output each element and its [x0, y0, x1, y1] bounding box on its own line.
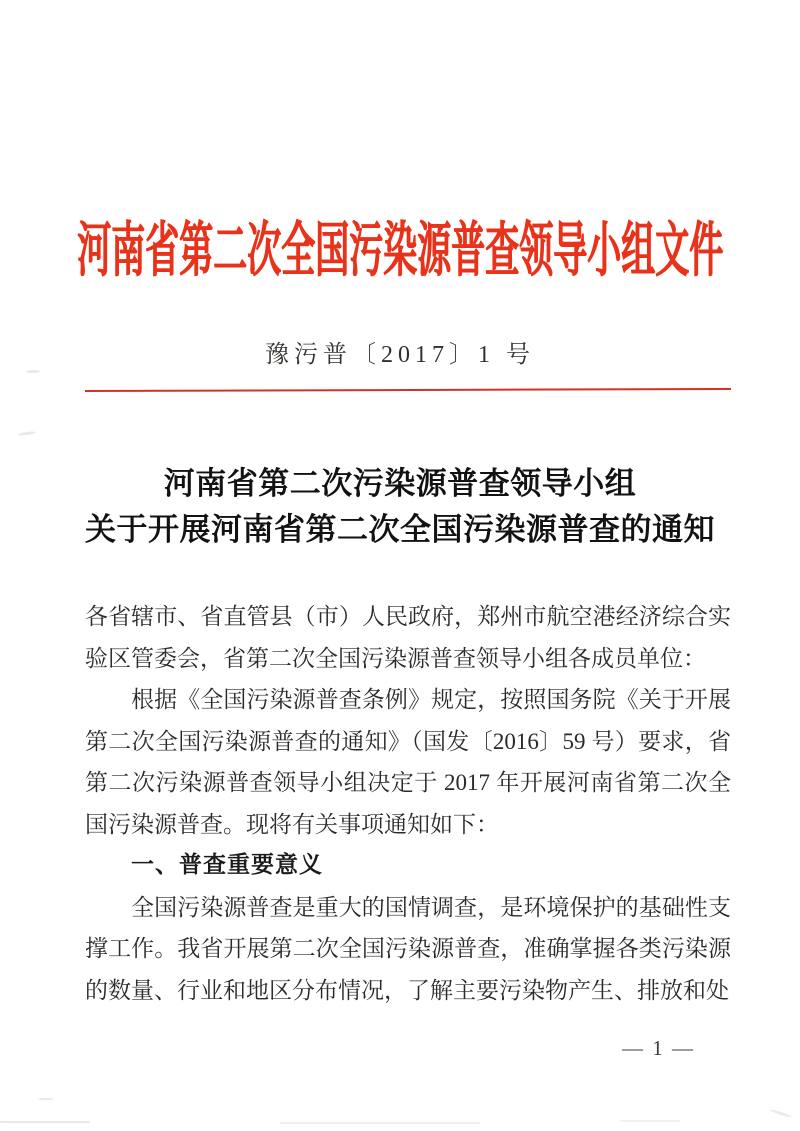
section-heading-importance: 一、普查重要意义 — [131, 852, 323, 878]
scan-artifact — [770, 1109, 792, 1119]
notice-title — [0, 461, 800, 553]
salutation-paragraph: 各省辖市、省直管县（市）人民政府，郑州市航空港经济综合实验区管委会，省第二次全国污染源普查领导小组各成员单位： — [85, 604, 731, 671]
scan-artifact — [0, 1121, 90, 1123]
page-number: — 1 — — [622, 1036, 695, 1060]
scan-artifact — [26, 370, 40, 373]
document-body — [85, 596, 731, 1011]
body-paragraph-significance: 全国污染源普查是重大的国情调查，是环境保护的基础性支撑工作。我省开展第二次全国污染源普查，准确掌握各类污染源的数量、行业和地区分布情况，了解主要污染物产生、排放和处 — [85, 894, 731, 1003]
scan-artifact — [280, 1122, 480, 1124]
notice-title-line1: 河南省第二次污染源普查领导小组 — [163, 466, 637, 501]
notice-title-line2: 关于开展河南省第二次全国污染源普查的通知 — [85, 512, 715, 547]
scan-artifact — [38, 1098, 54, 1100]
body-paragraph-basis: 根据《全国污染源普查条例》规定，按照国务院《关于开展第二次全国污染源普查的通知》（国发〔2016〕59 号）要求，省第二次污染源普查领导小组决定于 2017 年开展河南省第二次全国污染源普查。现将有关事项通知如下： — [85, 687, 731, 837]
red-separator-line — [85, 388, 731, 392]
document-number: 豫污普〔2017〕1 号 — [265, 342, 535, 368]
letterhead-title: 河南省第二次全国污染源普查领导小组文件 — [77, 219, 723, 285]
scan-artifact — [620, 1120, 680, 1122]
scan-artifact — [18, 431, 36, 436]
